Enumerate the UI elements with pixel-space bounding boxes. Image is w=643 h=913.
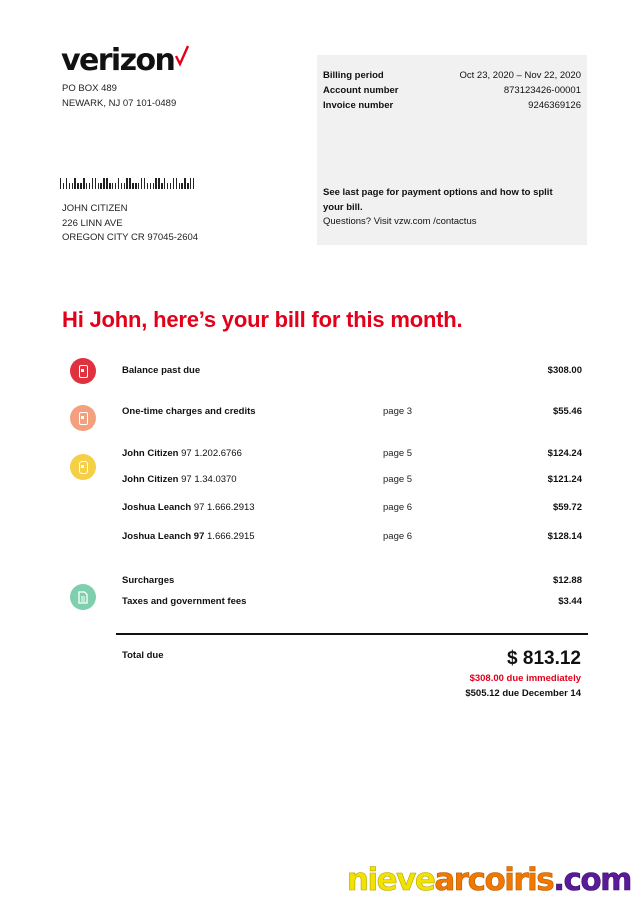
watermark-part-1: nieve [346, 862, 435, 898]
phone-icon [70, 454, 96, 480]
checkmark-icon [175, 45, 189, 67]
account-number-row [323, 85, 581, 96]
line-number: 1.666.2915 [207, 531, 255, 542]
line-amount: $59.72 [552, 502, 582, 513]
invoice-number-row [323, 100, 581, 111]
invoice-number-label: Invoice number [323, 100, 394, 111]
watermark-part-2: arcoiris [434, 862, 554, 898]
line-row [122, 530, 582, 544]
due-later: $505.12 due December 14 [465, 688, 581, 699]
line-number: 97 1.34.0370 [181, 474, 237, 485]
payment-options-note: See last page for payment options and how to split your bill. [323, 187, 553, 213]
line-row [122, 473, 582, 487]
line-owner: John Citizen [122, 448, 179, 459]
balance-amount: $308.00 [547, 365, 582, 376]
surcharges-row [122, 574, 582, 588]
line-number: 97 1.666.2913 [193, 502, 255, 513]
total-divider [116, 633, 588, 635]
surcharges-label: Surcharges [122, 575, 175, 586]
sender-line-1: PO BOX 489 [62, 83, 117, 94]
line-amount: $128.14 [547, 531, 582, 542]
account-info-box [317, 55, 587, 245]
balance-label: Balance past due [122, 365, 201, 376]
recipient-name: JOHN CITIZEN [62, 203, 128, 214]
contact-link-text[interactable]: Questions? Visit vzw.com /contactus [323, 216, 477, 227]
one-time-device-icon [70, 405, 96, 431]
billing-period-label: Billing period [323, 70, 384, 81]
line-row [122, 447, 582, 461]
page-title: Hi John, here’s your bill for this month. [62, 307, 463, 332]
taxes-label: Taxes and government fees [122, 596, 247, 607]
line-page-ref[interactable]: page 5 [383, 448, 413, 459]
billing-period-value: Oct 23, 2020 – Nov 22, 2020 [459, 70, 581, 81]
payment-note [323, 186, 553, 230]
sender-line-2: NEWARK, NJ 07 101-0489 [62, 97, 177, 109]
logo-wordmark: verizon [61, 43, 175, 78]
line-page-ref[interactable]: page 6 [383, 502, 413, 513]
line-owner: John Citizen [122, 474, 179, 485]
recipient-street: 226 LINN AVE [62, 217, 123, 229]
line-number: 97 1.202.6766 [181, 448, 242, 459]
due-immediately: $308.00 due immediately [469, 673, 581, 684]
one-time-charges-row [122, 405, 582, 419]
line-amount: $124.24 [547, 448, 582, 459]
line-amount: $121.24 [547, 474, 582, 485]
one-time-page-ref[interactable]: page 3 [383, 406, 413, 417]
account-number-label: Account number [323, 85, 399, 96]
sender-address [62, 82, 176, 111]
surcharges-amount: $12.88 [552, 575, 582, 586]
line-row [122, 501, 582, 515]
one-time-amount: $55.46 [552, 406, 582, 417]
line-page-ref[interactable]: page 5 [383, 474, 413, 485]
line-owner: Joshua Leanch 97 [122, 531, 205, 542]
recipient-city: OREGON CITY CR 97045-2604 [62, 232, 199, 243]
watermark [347, 862, 631, 898]
postal-barcode [60, 178, 194, 189]
line-page-ref[interactable]: page 6 [383, 531, 413, 542]
billing-period-row [323, 70, 581, 81]
balance-device-icon [70, 358, 96, 384]
verizon-logo [61, 44, 189, 78]
document-icon [70, 584, 96, 610]
balance-past-due-row [122, 364, 582, 378]
taxes-row [122, 595, 582, 609]
recipient-address [62, 202, 198, 246]
watermark-part-3: .com [553, 862, 631, 898]
line-owner: Joshua Leanch [122, 502, 192, 513]
invoice-number-value: 9246369126 [528, 100, 581, 111]
one-time-label: One-time charges and credits [122, 406, 256, 417]
taxes-amount: $3.44 [558, 596, 582, 607]
total-due-amount: $ 813.12 [507, 648, 581, 669]
total-due-label: Total due [122, 650, 164, 661]
account-number-value: 873123426-00001 [503, 85, 581, 96]
